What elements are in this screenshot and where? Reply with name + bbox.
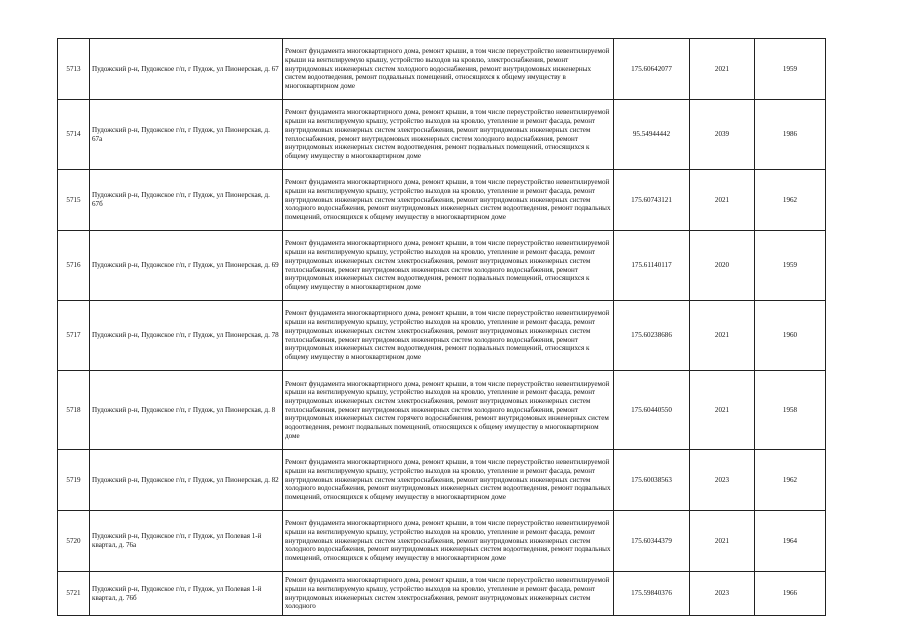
building-address: Пудожский р-н, Пудожское г/п, г Пудож, ул Полевая 1-й квартал, д. 76б xyxy=(90,572,283,616)
repair-works-list: Ремонт фундамента многоквартирного дома, ремонт крыши, в том числе переустройство невентилируемой крыши на вентилируемую крышу, устройство выходов на кровлю, утепление и ремонт фасада, ремонт внутридомовых инженерных систем электроснабжения, ремонт внутридомовых инженерных систем холодного водоснабжения, ремонт внутридомовых инженерных систем водоотведения, ремонт подвальных помещений, относящихся к общему имуществу в многоквартирном доме xyxy=(283,511,614,572)
table-row xyxy=(58,301,826,371)
row-number: 5718 xyxy=(58,371,90,450)
construction-year: 1966 xyxy=(755,572,826,616)
row-number: 5720 xyxy=(58,511,90,572)
repair-works-list: Ремонт фундамента многоквартирного дома, ремонт крыши, в том числе переустройство невентилируемой крыши на вентилируемую крышу, устройство выходов на кровлю, утепление и ремонт фасада, ремонт внутридомовых инженерных систем электроснабжения, ремонт внутридомовых инженерных систем холодного водоснабжения, ремонт внутридомовых инженерных систем водоотведения, ремонт подвальных помещений, относящихся к общему имуществу в многоквартирном доме xyxy=(283,450,614,511)
planned-year: 2020 xyxy=(690,231,755,301)
repair-works-list: Ремонт фундамента многоквартирного дома, ремонт крыши, в том числе переустройство невентилируемой крыши на вентилируемую крышу, устройство выходов на кровлю, утепление и ремонт фасада, ремонт внутридомовых инженерных систем электроснабжения, ремонт внутридомовых инженерных систем холодного водоснабжения, ремонт внутридомовых инженерных систем водоотведения, ремонт подвальных помещений, относящихся к общему имуществу в многоквартирном доме xyxy=(283,170,614,231)
table-row xyxy=(58,450,826,511)
planned-year: 2021 xyxy=(690,39,755,100)
capital-repair-register-table xyxy=(57,38,826,616)
table-row xyxy=(58,170,826,231)
repair-works-list: Ремонт фундамента многоквартирного дома, ремонт крыши, в том числе переустройство невентилируемой крыши на вентилируемую крышу, устройство выходов на кровлю, утепление и ремонт фасада, ремонт внутридомовых инженерных систем электроснабжения, ремонт внутридомовых инженерных систем теплоснабжения, ремонт внутридомовых инженерных систем холодного водоснабжения, ремонт внутридомовых инженерных систем горячего водоснабжения, ремонт внутридомовых инженерных систем водоотведения, ремонт подвальных помещений, относящихся к общему имуществу в многоквартирном доме xyxy=(283,371,614,450)
repair-cost: 175.60038563 xyxy=(614,450,690,511)
repair-cost: 175.60440550 xyxy=(614,371,690,450)
repair-cost: 175.60344379 xyxy=(614,511,690,572)
table-row xyxy=(58,39,826,100)
repair-works-list: Ремонт фундамента многоквартирного дома, ремонт крыши, в том числе переустройство невентилируемой крыши на вентилируемую крышу, устройство выходов на кровлю, утепление и ремонт фасада, ремонт внутридомовых инженерных систем электроснабжения, ремонт внутридомовых инженерных систем холодного xyxy=(283,572,614,616)
building-address: Пудожский р-н, Пудожское г/п, г Пудож, ул Пионерская, д. 67б xyxy=(90,170,283,231)
construction-year: 1986 xyxy=(755,100,826,170)
construction-year: 1959 xyxy=(755,39,826,100)
table-row xyxy=(58,231,826,301)
planned-year: 2021 xyxy=(690,371,755,450)
row-number: 5714 xyxy=(58,100,90,170)
repair-cost: 175.59840376 xyxy=(614,572,690,616)
repair-works-list: Ремонт фундамента многоквартирного дома, ремонт крыши, в том числе переустройство невентилируемой крыши на вентилируемую крышу, устройство выходов на кровлю, утепление и ремонт фасада, ремонт внутридомовых инженерных систем электроснабжения, ремонт внутридомовых инженерных систем теплоснабжения, ремонт внутридомовых инженерных систем холодного водоснабжения, ремонт внутридомовых инженерных систем водоотведения, ремонт подвальных помещений, относящихся к общему имуществу в многоквартирном доме xyxy=(283,100,614,170)
planned-year: 2021 xyxy=(690,170,755,231)
table-row xyxy=(58,511,826,572)
row-number: 5721 xyxy=(58,572,90,616)
construction-year: 1960 xyxy=(755,301,826,371)
building-address: Пудожский р-н, Пудожское г/п, г Пудож, ул Полевая 1-й квартал, д. 76а xyxy=(90,511,283,572)
repair-cost: 95.54944442 xyxy=(614,100,690,170)
planned-year: 2039 xyxy=(690,100,755,170)
building-address: Пудожский р-н, Пудожское г/п, г Пудож, ул Пионерская, д. 67а xyxy=(90,100,283,170)
row-number: 5719 xyxy=(58,450,90,511)
construction-year: 1964 xyxy=(755,511,826,572)
building-address: Пудожский р-н, Пудожское г/п, г Пудож, ул Пионерская, д. 69 xyxy=(90,231,283,301)
table-row xyxy=(58,572,826,616)
repair-cost: 175.61140117 xyxy=(614,231,690,301)
building-address: Пудожский р-н, Пудожское г/п, г Пудож, ул Пионерская, д. 82 xyxy=(90,450,283,511)
construction-year: 1962 xyxy=(755,450,826,511)
planned-year: 2023 xyxy=(690,572,755,616)
building-address: Пудожский р-н, Пудожское г/п, г Пудож, ул Пионерская, д. 67 xyxy=(90,39,283,100)
table-row xyxy=(58,371,826,450)
building-address: Пудожский р-н, Пудожское г/п, г Пудож, ул Пионерская, д. 8 xyxy=(90,371,283,450)
repair-cost: 175.60238686 xyxy=(614,301,690,371)
planned-year: 2021 xyxy=(690,301,755,371)
repair-works-list: Ремонт фундамента многоквартирного дома, ремонт крыши, в том числе переустройство невентилируемой крыши на вентилируемую крышу, устройство выходов на кровлю, утепление и ремонт фасада, ремонт внутридомовых инженерных систем электроснабжения, ремонт внутридомовых инженерных систем теплоснабжения, ремонт внутридомовых инженерных систем холодного водоснабжения, ремонт внутридомовых инженерных систем водоотведения, ремонт подвальных помещений, относящихся к общему имуществу в многоквартирном доме xyxy=(283,231,614,301)
table-row xyxy=(58,100,826,170)
row-number: 5713 xyxy=(58,39,90,100)
planned-year: 2023 xyxy=(690,450,755,511)
construction-year: 1958 xyxy=(755,371,826,450)
planned-year: 2021 xyxy=(690,511,755,572)
construction-year: 1959 xyxy=(755,231,826,301)
repair-cost: 175.60642077 xyxy=(614,39,690,100)
row-number: 5716 xyxy=(58,231,90,301)
repair-cost: 175.60743121 xyxy=(614,170,690,231)
repair-works-list: Ремонт фундамента многоквартирного дома, ремонт крыши, в том числе переустройство невентилируемой крыши на вентилируемую крышу, устройство выходов на кровлю, утепление и ремонт фасада, ремонт внутридомовых инженерных систем электроснабжения, ремонт внутридомовых инженерных систем теплоснабжения, ремонт внутридомовых инженерных систем холодного водоснабжения, ремонт внутридомовых инженерных систем водоотведения, ремонт подвальных помещений, относящихся к общему имуществу в многоквартирном доме xyxy=(283,301,614,371)
row-number: 5715 xyxy=(58,170,90,231)
building-address: Пудожский р-н, Пудожское г/п, г Пудож, ул Пионерская, д. 78 xyxy=(90,301,283,371)
repair-works-list: Ремонт фундамента многоквартирного дома, ремонт крыши, в том числе переустройство невентилируемой крыши на вентилируемую крышу, устройство выходов на кровлю, электроснабжения, ремонт внутридомовых инженерных систем холодного водоснабжения, ремонт внутридомовых инженерных систем водоотведения, ремонт подвальных помещений, относящихся к общему имуществу в многоквартирном доме xyxy=(283,39,614,100)
construction-year: 1962 xyxy=(755,170,826,231)
row-number: 5717 xyxy=(58,301,90,371)
